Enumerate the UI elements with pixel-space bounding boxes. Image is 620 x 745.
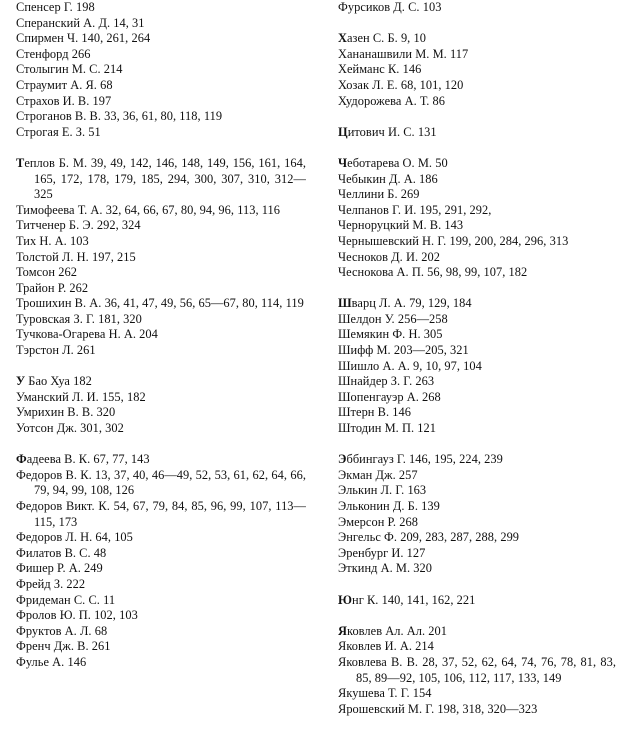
index-entry [16, 0, 306, 16]
letter-group-gap [338, 16, 616, 32]
index-entry [338, 250, 616, 266]
entry-text: Фурсиков Д. С. 103 [338, 0, 442, 14]
index-entry [338, 530, 616, 546]
index-column-right [338, 0, 616, 717]
index-entry [16, 546, 306, 562]
index-entry [338, 593, 616, 609]
entry-text: Спирмен Ч. 140, 261, 264 [16, 31, 151, 46]
index-entry [338, 31, 616, 47]
index-entry [16, 218, 306, 234]
index-entry [338, 499, 616, 515]
section-initial: Ч [338, 155, 348, 170]
entry-text: Уотсон Дж. 301, 302 [16, 421, 124, 436]
index-entry [16, 343, 306, 359]
index-entry [338, 312, 616, 328]
entry-text: Шнайдер З. Г. 263 [338, 374, 435, 389]
index-entry [338, 125, 616, 141]
entry-text: Чернышевский Н. Г. 199, 200, 284, 296, 313 [338, 233, 569, 248]
entry-text: Строгая Е. З. 51 [16, 124, 101, 139]
index-entry [338, 390, 616, 406]
section-initial: Э [338, 452, 347, 467]
entry-text: Федоров Викт. К. 54, 67, 79, 84, 85, 96, 99, 107, 113—115, 173 [16, 499, 306, 529]
index-entry [16, 577, 306, 593]
index-entry [338, 421, 616, 437]
entry-text: Стенфорд 266 [16, 46, 91, 61]
entry-text: Шелдон У. 256—258 [338, 311, 448, 326]
entry-text: Федоров Л. Н. 64, 105 [16, 530, 133, 545]
entry-text: Элькин Л. Г. 163 [338, 483, 427, 498]
index-entry [16, 16, 306, 32]
entry-text: адеева В. К. 67, 77, 143 [26, 452, 150, 467]
index-entry [338, 265, 616, 281]
entry-text: Строганов В. В. 33, 36, 61, 80, 118, 119 [16, 109, 223, 124]
section-initial: У [16, 374, 26, 389]
entry-text: Шопенгауэр А. 268 [338, 389, 441, 404]
entry-text: Тимофеева Т. А. 32, 64, 66, 67, 80, 94, 96, 113, 116 [16, 202, 281, 217]
entry-text: азен С. Б. 9, 10 [347, 31, 426, 46]
index-entry [16, 405, 306, 421]
entry-text: Титченер Б. Э. 292, 324 [16, 218, 141, 233]
index-entry [338, 218, 616, 234]
letter-group-gap [338, 281, 616, 297]
index-entry [16, 156, 306, 203]
index-entry [338, 468, 616, 484]
entry-text: Столыгин М. С. 214 [16, 62, 123, 77]
entry-text: Страумит А. Я. 68 [16, 77, 113, 92]
letter-group-gap [338, 140, 616, 156]
index-entry [338, 187, 616, 203]
section-initial: Я [338, 623, 347, 638]
entry-text: Туровская З. Г. 181, 320 [16, 311, 142, 326]
index-entry [16, 203, 306, 219]
index-entry [338, 359, 616, 375]
entry-text: еплов Б. М. 39, 49, 142, 146, 148, 149, 156, 161, 164, 165, 172, 178, 179, 185, 294, 300, 307, 310, 312—325 [24, 155, 306, 202]
entry-text: Фридеман С. С. 11 [16, 592, 116, 607]
entry-text: Яковлев И. А. 214 [338, 639, 434, 654]
entry-text: Тучкова-Огарева Н. А. 204 [16, 327, 158, 342]
index-entry [16, 593, 306, 609]
index-entry [338, 639, 616, 655]
entry-text: Эткинд А. М. 320 [338, 561, 433, 576]
entry-text: Трошихин В. А. 36, 41, 47, 49, 56, 65—67, 80, 114, 119 [16, 296, 304, 311]
index-entry [338, 62, 616, 78]
entry-text: Худорожева А. Т. 86 [338, 93, 446, 108]
letter-group-gap [16, 140, 306, 156]
entry-text: Хананашвили М. М. 117 [338, 46, 469, 61]
index-entry [16, 468, 306, 499]
entry-text: Френч Дж. В. 261 [16, 639, 111, 654]
entry-text: Эльконин Д. Б. 139 [338, 499, 440, 513]
index-entry [338, 203, 616, 219]
index-entry [338, 296, 616, 312]
section-initial: Ш [338, 296, 352, 311]
entry-text: Энгельс Ф. 209, 283, 287, 288, 299 [338, 530, 520, 545]
entry-text: Умрихин В. В. 320 [16, 405, 116, 420]
index-entry [338, 686, 616, 702]
entry-text: Экман Дж. 257 [338, 467, 418, 482]
index-entry [338, 94, 616, 110]
entry-text: Фулье А. 146 [16, 654, 87, 669]
entry-text: Тэрстон Л. 261 [16, 343, 96, 358]
entry-text: итович И. С. 131 [347, 124, 437, 139]
section-initial: Ю [338, 592, 353, 607]
index-entry [338, 405, 616, 421]
letter-group-gap [338, 109, 616, 125]
index-entry [338, 234, 616, 250]
entry-text: Хейманс К. 146 [338, 62, 422, 77]
index-entry [16, 421, 306, 437]
index-entry [16, 452, 306, 468]
entry-text: Якушева Т. Г. 154 [338, 686, 432, 701]
index-entry [338, 343, 616, 359]
index-entry [16, 265, 306, 281]
index-entry [16, 234, 306, 250]
letter-group-gap [338, 608, 616, 624]
entry-text: Ярошевский М. Г. 198, 318, 320—323 [338, 701, 538, 716]
index-entry [338, 561, 616, 577]
index-entry [338, 702, 616, 718]
index-entry [16, 109, 306, 125]
entry-text: Чебыкин Д. А. 186 [338, 171, 438, 186]
index-entry [338, 655, 616, 686]
entry-text: Шишло А. А. 9, 10, 97, 104 [338, 358, 482, 373]
entry-text: Сперанский А. Д. 14, 31 [16, 15, 145, 30]
entry-text: Штерн В. 146 [338, 405, 411, 420]
entry-text: варц Л. А. 79, 129, 184 [351, 296, 472, 311]
index-entry [16, 327, 306, 343]
index-entry [16, 390, 306, 406]
entry-text: Шифф М. 203—205, 321 [338, 343, 469, 358]
index-entry [16, 47, 306, 63]
index-entry [338, 47, 616, 63]
index-entry [16, 125, 306, 141]
index-entry [16, 78, 306, 94]
index-entry [16, 374, 306, 390]
entry-text: Чесноков Д. И. 202 [338, 249, 440, 264]
entry-text: Трайон Р. 262 [16, 280, 89, 295]
entry-text: Челлини Б. 269 [338, 187, 420, 202]
entry-text: Филатов В. С. 48 [16, 545, 107, 560]
index-entry [16, 608, 306, 624]
entry-text: Черноруцкий М. В. 143 [338, 218, 464, 233]
index-entry [16, 31, 306, 47]
entry-text: Спенсер Г. 198 [16, 0, 95, 14]
index-entry [16, 655, 306, 671]
index-entry [338, 515, 616, 531]
entry-text: Фрейд З. 222 [16, 576, 86, 591]
entry-text: Фишер Р. А. 249 [16, 561, 103, 576]
entry-text: Фруктов А. Л. 68 [16, 623, 108, 638]
entry-text: Хозак Л. Е. 68, 101, 120 [338, 77, 464, 92]
entry-text: ковлев Ал. Ал. 201 [347, 623, 448, 638]
entry-text: нг К. 140, 141, 162, 221 [352, 592, 476, 607]
entry-text: Томсон 262 [16, 265, 77, 280]
letter-group-gap [338, 577, 616, 593]
letter-group-gap [16, 437, 306, 453]
entry-text: Штодин М. П. 121 [338, 421, 436, 436]
entry-text: Яковлева В. В. 28, 37, 52, 62, 64, 74, 76, 78, 81, 83, 85, 89—92, 105, 106, 112, 117, 133, 149 [338, 654, 616, 685]
index-entry [338, 78, 616, 94]
entry-text: ббингауз Г. 146, 195, 224, 239 [346, 452, 503, 467]
index-entry [338, 172, 616, 188]
section-initial: Х [338, 31, 347, 46]
index-entry [16, 296, 306, 312]
entry-text: Федоров В. К. 13, 37, 40, 46—49, 52, 53, 61, 62, 64, 66, 79, 94, 99, 108, 126 [16, 467, 306, 498]
index-entry [16, 94, 306, 110]
index-entry [338, 156, 616, 172]
entry-text: Шемякин Ф. Н. 305 [338, 327, 443, 342]
entry-text: Тих Н. А. 103 [16, 233, 89, 248]
index-entry [16, 561, 306, 577]
index-entry [338, 546, 616, 562]
index-entry [16, 499, 306, 530]
entry-text: Бао Хуа 182 [25, 374, 92, 389]
index-entry [16, 639, 306, 655]
entry-text: Фролов Ю. П. 102, 103 [16, 608, 138, 623]
entry-text: Страхов И. В. 197 [16, 93, 112, 108]
entry-text: Эренбург И. 127 [338, 545, 426, 560]
letter-group-gap [338, 437, 616, 453]
entry-text: Эмерсон Р. 268 [338, 514, 418, 529]
letter-group-gap [16, 359, 306, 375]
section-initial: Т [16, 155, 25, 170]
index-entry [16, 281, 306, 297]
index-entry [338, 374, 616, 390]
index-entry [338, 624, 616, 640]
index-entry [338, 327, 616, 343]
index-entry [16, 530, 306, 546]
entry-text: Толстой Л. Н. 197, 215 [16, 249, 136, 264]
entry-text: Челпанов Г. И. 195, 291, 292, [338, 202, 492, 217]
index-entry [338, 0, 616, 16]
entry-text: еботарева О. М. 50 [347, 155, 448, 170]
section-initial: Ц [338, 124, 348, 139]
index-entry [338, 452, 616, 468]
index-entry [16, 312, 306, 328]
index-entry [16, 250, 306, 266]
index-entry [338, 483, 616, 499]
entry-text: Чеснокова А. П. 56, 98, 99, 107, 182 [338, 265, 528, 280]
section-initial: Ф [16, 452, 27, 467]
index-entry [16, 624, 306, 640]
entry-text: Уманский Л. И. 155, 182 [16, 389, 146, 404]
index-column-left [16, 0, 306, 671]
index-entry [16, 62, 306, 78]
